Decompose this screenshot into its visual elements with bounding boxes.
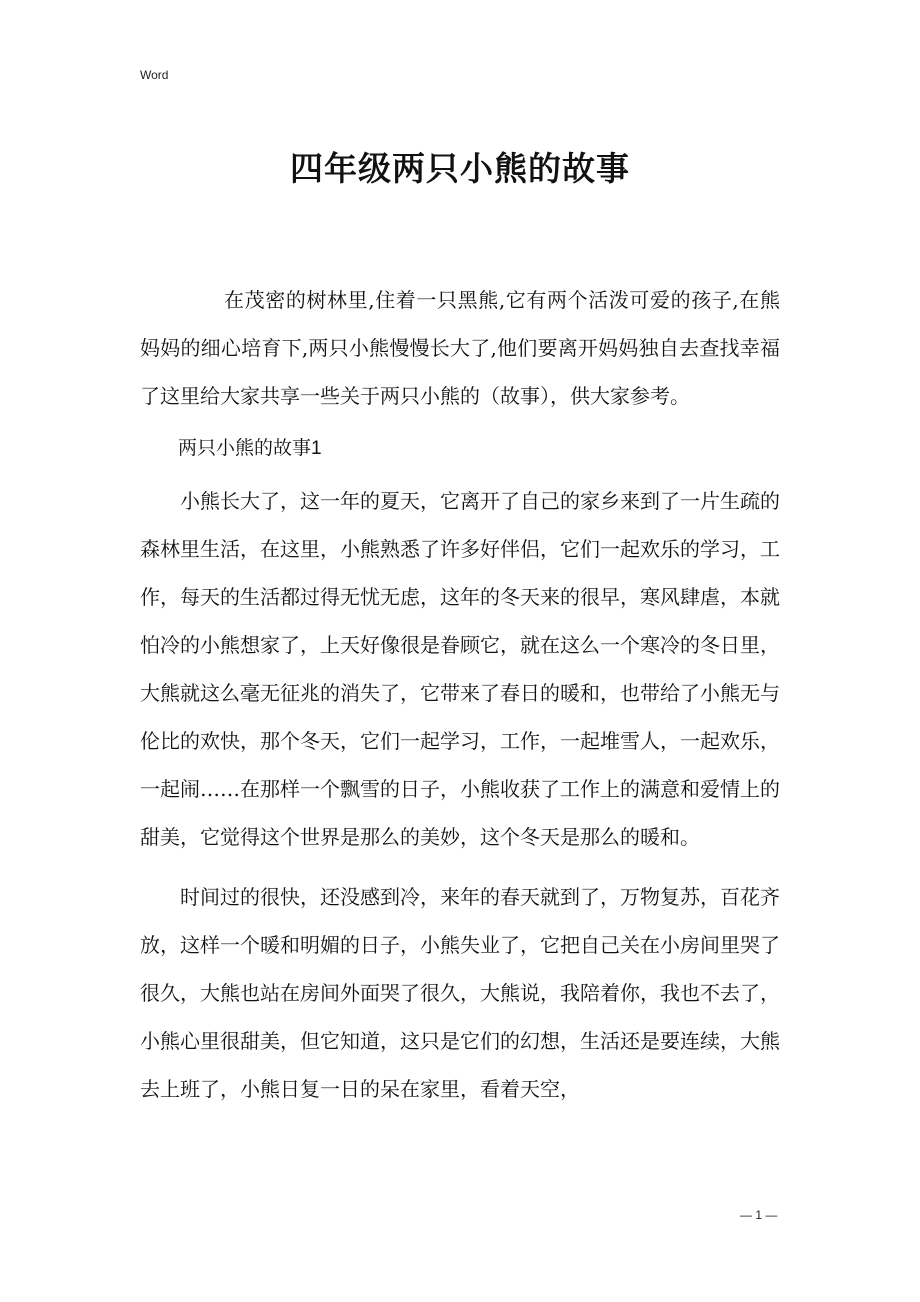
story-paragraph-1: 小熊长大了，这一年的夏天，它离开了自己的家乡来到了一片生疏的森林里生活，在这里，小熊熟悉了许多好伴侣，它们一起欢乐的学习，工作，每天的生活都过得无忧无虑，这年的冬天来的很早，寒风肆虐，本就怕冷的小熊想家了，上天好像很是眷顾它，就在这么一个寒冷的冬日里，大熊就这么毫无征兆的消失了，它带来了春日的暖和，也带给了小熊无与伦比的欢快，那个冬天，它们一起学习，工作，一起堆雪人，一起欢乐，一起闹……在那样一个飘雪的日子，小熊收获了工作上的满意和爱情上的甜美，它觉得这个世界是那么的美妙，这个冬天是那么的暖和。 [140,489,780,849]
story-heading-number: 1 [311,438,322,459]
document-title: 四年级两只小熊的故事 [290,149,630,188]
document-header-label: Word [140,68,169,82]
intro-paragraph: 在茂密的树林里,住着一只黑熊,它有两个活泼可爱的孩子,在熊妈妈的细心培育下,两只小熊慢慢长大了,他们要离开妈妈独自去查找幸福了这里给大家共享一些关于两只小熊的（故事），供大家参考。 [140,288,780,408]
story-heading-text: 两只小熊的故事 [178,437,312,459]
page-number: — 1 — [740,1208,778,1222]
document-body [140,276,780,1113]
story-paragraph-2: 时间过的很快，还没感到冷，来年的春天就到了，万物复苏，百花齐放，这样一个暖和明媚的日子，小熊失业了，它把自己关在小房间里哭了很久，大熊也站在房间外面哭了很久，大熊说，我陪着你，我也不去了，小熊心里很甜美，但它知道，这只是它们的幻想，生活还是要连续，大熊去上班了，小熊日复一日的呆在家里，看着天空， [140,885,780,1101]
story-heading [140,424,780,473]
